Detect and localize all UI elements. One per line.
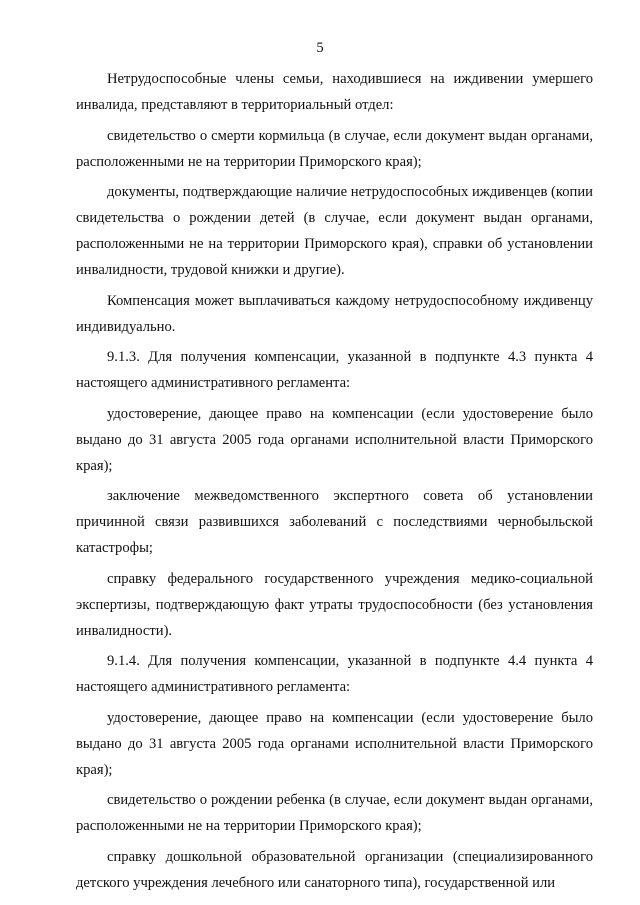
- paragraph-death-certificate: свидетельство о смерти кормильца (в случае, если документ выдан органами, расположенными не на территории Приморского края);: [76, 127, 593, 170]
- document-body: [76, 66, 593, 900]
- paragraph-preschool-certificate: справку дошкольной образовательной организации (специализированного детского учреждения лечебного или санаторного типа), государственной или: [76, 848, 593, 891]
- paragraph-certificate-right-2: удостоверение, дающее право на компенсации (если удостоверение было выдано до 31 августа 2005 года органами исполнительной власти Приморского края);: [76, 709, 593, 778]
- paragraph-medical-expertise: справку федерального государственного учреждения медико-социальной экспертизы, подтверждающую факт утраты трудоспособности (без установления инвалидности).: [76, 570, 593, 639]
- paragraph-clause-9-1-4: 9.1.4. Для получения компенсации, указанной в подпункте 4.4 пункта 4 настоящего административного регламента:: [76, 653, 593, 695]
- paragraph-dependents-intro: Нетрудоспособные члены семьи, находившиеся на иждивении умершего инвалида, представляют в территориальный отдел:: [76, 71, 593, 113]
- paragraph-dependents-documents: документы, подтверждающие наличие нетрудоспособных иждивенцев (копии свидетельства о рождении детей (в случае, если документ выдан органами, расположенными не на территории Приморского края), справки об установлении инвалидности, трудовой книжки и другие).: [76, 184, 593, 278]
- paragraph-clause-9-1-3: 9.1.3. Для получения компенсации, указанной в подпункте 4.3 пункта 4 настоящего административного регламента:: [76, 349, 593, 391]
- paragraph-birth-certificate: свидетельство о рождении ребенка (в случае, если документ выдан органами, расположенными не на территории Приморского края);: [76, 792, 593, 834]
- paragraph-individual-compensation: Компенсация может выплачиваться каждому нетрудоспособному иждивенцу индивидуально.: [76, 292, 593, 335]
- paragraph-expert-council: заключение межведомственного экспертного совета об установлении причинной связи развившихся заболеваний с последствиями чернобыльской катастрофы;: [76, 488, 593, 556]
- paragraph-certificate-right: удостоверение, дающее право на компенсации (если удостоверение было выдано до 31 августа 2005 года органами исполнительной власти Приморского края);: [76, 405, 593, 474]
- page-number: 5: [316, 40, 324, 56]
